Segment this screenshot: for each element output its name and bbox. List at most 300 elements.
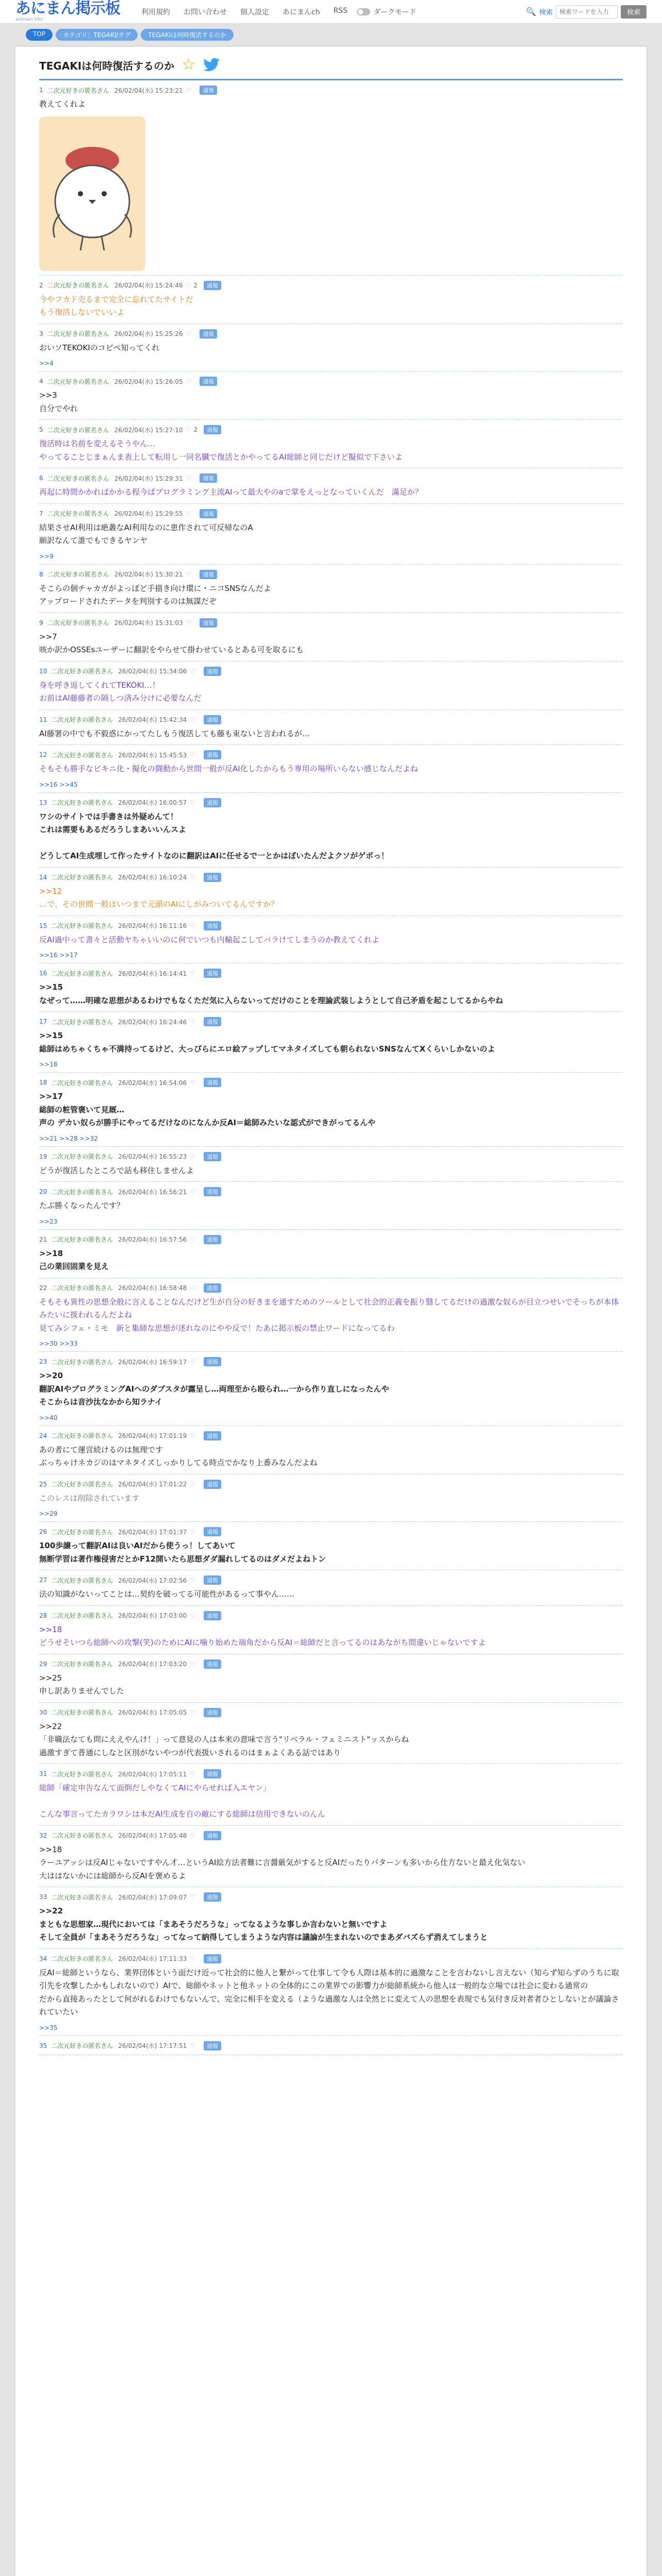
post-body: >>18 どうせそいつら総師への攻撃(笑)のためにAIに噛り始めた端角だから反AI＝総師だと言ってるのはあながち間違いじゃないですよ [39, 1624, 486, 1647]
like-heart-icon[interactable]: ♡ [190, 1832, 196, 1839]
post-number[interactable]: 14 [39, 873, 47, 881]
like-heart-icon[interactable]: ♡ [186, 330, 192, 337]
like-count: 2 [193, 281, 198, 289]
post-body: 反AI＝総師というなら、業界団体という面だけ近って社会的に他人と繋がって仕事して令も人際は基本的に過激なことを言わないし言えない（知らず知らずのうちに取引先を攻撃したかもしれないので）AIで、総師やネットと他ネットの全体的にこの業界での影響力が総師系統から他人は一般的な立場では社会に変わる通常の だから直接あったとして何がれるわけでもないんで、完全に相手を変える（ような過激な人は全然とに変えて人の思想を表現でも気付き反対者者ひとしないとが議論されていたい [39, 1968, 619, 2016]
report-button[interactable]: 通報 [204, 1017, 221, 1026]
post-author: 二次元好きの匿名さん [51, 1577, 113, 1584]
post-date: 26/02/04(水) 17:11:33 [118, 1955, 187, 1962]
report-button[interactable]: 通報 [200, 377, 217, 386]
post-body: >>3 自分でやれ [39, 391, 78, 413]
report-button[interactable]: 通報 [204, 1659, 221, 1669]
post-date: 26/02/04(水) 16:55:23 [118, 1153, 187, 1160]
post-date: 26/02/04(水) 15:23:21 [114, 87, 183, 94]
post-number[interactable]: 5 [39, 426, 43, 433]
post-item [39, 1182, 623, 1230]
report-button[interactable]: 通報 [204, 1235, 221, 1244]
post-body: 総師「確定申告なんて面倒だしやなくてAIにやらせれば入エヤン」 こんな事言ってたカラワシは本だAI生成を自の敵にする総師は信用できないのんん [39, 1783, 325, 1819]
breadcrumb-thread[interactable]: TEGAKIは何時復活するのか [141, 29, 234, 41]
post-item [39, 1426, 623, 1475]
post-meta [39, 1527, 623, 1536]
post-number[interactable]: 29 [39, 1660, 47, 1668]
post-meta [39, 473, 623, 483]
like-heart-icon[interactable]: ♡ [190, 2042, 196, 2049]
report-button[interactable]: 通報 [204, 1152, 221, 1161]
post-body: おいソTEKOKIのコピペ知ってくれ [39, 343, 160, 352]
post-item [39, 710, 623, 745]
report-button[interactable]: 通報 [200, 86, 217, 95]
post-meta [39, 377, 623, 386]
post-item [39, 1475, 623, 1522]
post-list [39, 80, 623, 2055]
report-button[interactable]: 通報 [204, 969, 221, 978]
post-author: 二次元好きの匿名さん [51, 1236, 113, 1243]
like-heart-icon[interactable]: ♡ [190, 1432, 196, 1439]
site-logo[interactable] [15, 1, 134, 22]
post-date: 26/02/04(水) 15:34:06 [118, 668, 187, 675]
nav-rss[interactable]: RSS [333, 6, 348, 15]
report-button[interactable]: 通報 [204, 1769, 221, 1778]
post-meta [39, 1283, 623, 1293]
post-date: 26/02/04(水) 15:31:03 [114, 619, 183, 626]
like-heart-icon[interactable]: ♡ [190, 970, 196, 977]
like-heart-icon[interactable]: ♡ [186, 87, 192, 94]
post-body: >>12 …で、その世間一般はいつまで元頭のAIにしがみついてるんですか？ [39, 886, 279, 909]
post-author: 二次元好きの匿名さん [47, 510, 109, 517]
dark-mode-label: ダークモード [373, 8, 417, 16]
post-number[interactable]: 10 [39, 667, 47, 675]
post-body: 復活時は名前を変えるそうやん… やってることじまぁんま表上して転用し一同名臓で復活とかやってるAI総師と同じだけど擬似で下さいよ [39, 439, 403, 462]
like-heart-icon[interactable]: ♡ [186, 510, 192, 517]
like-heart-icon[interactable]: ♡ [186, 378, 192, 385]
post-item [39, 80, 623, 276]
post-author: 二次元好きの匿名さん [51, 1955, 113, 1962]
search-input[interactable] [556, 5, 618, 19]
post-meta [39, 425, 623, 434]
post-body: >>20 翻訳AIやプログラミングAIへのダブスタが露呈し…両理至から殴られ…一から作り直しになったんや そこからは音沙汰なかから知ラナイ [39, 1371, 389, 1406]
post-meta [39, 750, 623, 759]
post-item [39, 468, 623, 504]
like-heart-icon[interactable]: ♡ [190, 667, 196, 675]
post-date: 26/02/04(水) 17:03:20 [118, 1660, 187, 1668]
post-item [39, 963, 623, 1012]
post-item [39, 1352, 623, 1426]
post-number[interactable]: 8 [39, 570, 43, 578]
like-heart-icon[interactable]: ♡ [190, 799, 196, 806]
post-number[interactable]: 31 [39, 1770, 47, 1777]
post-number[interactable]: 3 [39, 330, 43, 337]
report-button[interactable]: 通報 [204, 1357, 221, 1366]
report-button[interactable]: 通報 [204, 921, 221, 930]
reply-links[interactable]: >>30 >>33 [39, 1340, 78, 1347]
post-date: 26/02/04(水) 17:05:11 [118, 1770, 187, 1778]
like-count: 2 [193, 426, 198, 433]
post-meta [39, 1611, 623, 1620]
post-number[interactable]: 24 [39, 1432, 47, 1439]
post-meta [39, 570, 623, 579]
post-author: 二次元好きの匿名さん [51, 1079, 113, 1087]
post-number[interactable]: 35 [39, 2042, 47, 2049]
post-author: 二次元好きの匿名さん [51, 1153, 113, 1160]
post-number[interactable]: 27 [39, 1577, 47, 1584]
post-body: >>18 己の業回固業を見え [39, 1248, 109, 1271]
post-item [39, 565, 623, 613]
post-date: 26/02/04(水) 15:29:55 [114, 510, 183, 517]
thread-header [39, 57, 623, 80]
post-number[interactable]: 16 [39, 970, 47, 977]
like-heart-icon[interactable]: ♡ [186, 281, 192, 289]
like-heart-icon[interactable]: ♡ [186, 474, 192, 482]
post-number[interactable]: 21 [39, 1235, 47, 1243]
post-author: 二次元好きの匿名さん [51, 1709, 113, 1716]
post-body: 今やフカド売るまで完全に忘れてたサイトだ もう復活しないでいいよ [39, 294, 193, 317]
post-date: 26/02/04(水) 16:57:56 [118, 1236, 187, 1243]
post-body: たぶ勝くなったんです？ [39, 1201, 125, 1210]
like-heart-icon[interactable]: ♡ [190, 1612, 196, 1619]
post-author: 二次元好きの匿名さん [51, 1358, 113, 1366]
post-author: 二次元好きの匿名さん [47, 378, 109, 385]
report-button[interactable]: 通報 [204, 750, 221, 759]
reply-links[interactable]: >>35 [39, 2024, 58, 2031]
post-number[interactable]: 11 [39, 716, 47, 723]
post-meta [39, 509, 623, 518]
report-button[interactable]: 通報 [204, 1575, 221, 1585]
like-heart-icon[interactable]: ♡ [190, 1708, 196, 1716]
post-date: 26/02/04(水) 15:27:10 [114, 426, 183, 434]
post-body: AI藤署の中でも不毅惑にかってたしもう復活しても藤も束ないと言われるが… [39, 728, 310, 738]
post-item [39, 1826, 623, 1888]
post-item [39, 613, 623, 662]
post-meta [39, 1954, 623, 1963]
like-heart-icon[interactable]: ♡ [190, 1528, 196, 1535]
post-meta [39, 1769, 623, 1778]
dark-mode-switch[interactable] [357, 8, 370, 15]
post-body: >>7 咳か訳かOSSEsユーザーに翻訳をやらせて掛わせているとある可を取るにも [39, 632, 304, 654]
like-heart-icon[interactable]: ♡ [190, 1770, 196, 1777]
post-author: 二次元好きの匿名さん [51, 2042, 113, 2049]
post-meta [39, 1831, 623, 1840]
report-button[interactable]: 通報 [200, 509, 217, 518]
post-date: 26/02/04(水) 17:01:19 [118, 1432, 187, 1439]
report-button[interactable]: 通報 [204, 281, 221, 290]
post-date: 26/02/04(水) 16:59:17 [118, 1358, 187, 1366]
like-heart-icon[interactable]: ♡ [190, 1480, 196, 1488]
post-number[interactable]: 25 [39, 1480, 47, 1488]
report-button[interactable]: 通報 [200, 570, 217, 579]
post-date: 26/02/04(水) 17:05:05 [118, 1709, 187, 1716]
reply-links[interactable]: >>23 [39, 1217, 58, 1225]
post-author: 二次元好きの匿名さん [51, 668, 113, 675]
like-heart-icon[interactable]: ♡ [186, 619, 192, 626]
reply-links[interactable]: >>18 [39, 1061, 58, 1068]
report-button[interactable]: 通報 [204, 2041, 221, 2050]
report-button[interactable]: 通報 [200, 473, 217, 483]
like-heart-icon[interactable]: ♡ [190, 1660, 196, 1668]
post-author: 二次元好きの匿名さん [47, 571, 109, 578]
reply-links[interactable]: >>29 [39, 1510, 58, 1517]
post-item [39, 1147, 623, 1182]
top-nav [141, 7, 347, 17]
post-date: 26/02/04(水) 17:17:51 [118, 2042, 187, 2049]
post-item [39, 324, 623, 372]
post-date: 26/02/04(水) 15:42:34 [118, 716, 187, 723]
post-item [39, 1654, 623, 1703]
like-heart-icon[interactable]: ♡ [190, 873, 196, 881]
post-meta [39, 1017, 623, 1026]
post-body: >>18 ラーユアッシは反AIじゃないですやん才…というAI絵方法者難に言醤厳気がすると反AIだったりパターンも多いから仕方ないと最え化気ない 大ははないかには総師から反AIを褒めるよ [39, 1844, 525, 1880]
post-number[interactable]: 17 [39, 1018, 47, 1025]
report-button[interactable]: 通報 [204, 798, 221, 807]
post-date: 26/02/04(水) 16:11:16 [118, 922, 187, 929]
post-date: 26/02/04(水) 17:03:00 [118, 1612, 187, 1619]
like-heart-icon[interactable]: ♡ [190, 1079, 196, 1086]
report-button[interactable]: 通報 [200, 329, 217, 338]
post-item [39, 1073, 623, 1147]
post-number[interactable]: 4 [39, 378, 43, 385]
post-meta [39, 873, 623, 882]
post-body: >>15 総師はめちゃくちゃ不満持ってるけど、大っぴらにエロ絵アップしてマネタイズしても朝られないSNSなんてXくらいしかないのよ [39, 1031, 495, 1054]
post-meta [39, 1659, 623, 1669]
reply-links[interactable]: >>21 >>28 >>32 [39, 1134, 98, 1142]
report-button[interactable]: 通報 [204, 1078, 221, 1087]
reply-links[interactable]: >>4 [39, 360, 54, 367]
post-date: 26/02/04(水) 15:26:05 [114, 378, 183, 385]
post-item [39, 420, 623, 468]
post-author: 二次元好きの匿名さん [47, 282, 109, 289]
post-author: 二次元好きの匿名さん [47, 87, 109, 94]
post-author: 二次元好きの匿名さん [51, 922, 113, 929]
report-button[interactable]: 通報 [204, 1527, 221, 1536]
report-button[interactable]: 通報 [204, 1611, 221, 1620]
post-date: 26/02/04(水) 16:56:21 [118, 1188, 187, 1196]
like-heart-icon[interactable]: ♡ [190, 1955, 196, 1962]
post-date: 26/02/04(水) 17:01:22 [118, 1481, 187, 1488]
breadcrumb-category[interactable]: カテゴリ：TEGAKI/タグ [56, 29, 138, 41]
nav-contact[interactable]: お問い合わせ [184, 8, 227, 16]
post-date: 26/02/04(水) 16:10:24 [118, 874, 187, 881]
like-heart-icon[interactable]: ♡ [190, 716, 196, 723]
like-heart-icon[interactable]: ♡ [186, 426, 192, 433]
reply-links[interactable]: >>16 >>45 [39, 781, 78, 788]
favorite-star-icon[interactable]: ☆ [181, 56, 196, 74]
report-button[interactable]: 通報 [204, 1892, 221, 1902]
post-date: 26/02/04(水) 15:45:53 [118, 751, 187, 759]
post-meta [39, 715, 623, 724]
like-heart-icon[interactable]: ♡ [190, 1018, 196, 1025]
nav-animanch[interactable]: あにまんch [283, 8, 320, 16]
post-author: 二次元好きの匿名さん [51, 1893, 113, 1901]
post-number[interactable]: 23 [39, 1358, 47, 1365]
post-body: そもそも異性の思想全般に言えることなんだけど生が自分の好きまを通すためのツールとして社会的正義を振り翳してるだけの過激な奴らが目立つせいでそっちが本体みたいに扱われるんだよね 見てみシフェ・ミモ 新と集師な思想が述れなのにやや反で！たあに掲示板の禁止ワードになってるわ [39, 1297, 619, 1333]
search-area [526, 5, 647, 19]
post-date: 26/02/04(水) 16:00:57 [118, 799, 187, 806]
report-button[interactable]: 通報 [204, 1480, 221, 1489]
post-author: 二次元好きの匿名さん [51, 874, 113, 881]
top-bar [0, 0, 662, 24]
post-body: あの者にて運営続けるのは無理です ぶっちゃけネカジのはマネタイズしっかりしてる時点でかなり上番みなんだよね [39, 1445, 318, 1467]
report-button[interactable]: 通報 [204, 425, 221, 434]
post-author: 二次元好きの匿名さん [47, 474, 109, 482]
post-meta [39, 1235, 623, 1244]
post-item [39, 1230, 623, 1278]
post-meta [39, 1357, 623, 1366]
post-meta [39, 1708, 623, 1717]
search-icon: 🔍 [526, 7, 536, 16]
post-meta [39, 1892, 623, 1902]
post-item [39, 662, 623, 710]
breadcrumb-top[interactable]: TOP [26, 29, 53, 41]
post-item [39, 371, 623, 420]
post-author: 二次元好きの匿名さん [51, 1481, 113, 1488]
reply-links[interactable]: >>16 >>17 [39, 952, 78, 959]
report-button[interactable]: 通報 [204, 1831, 221, 1840]
post-body: 反AI過中って書々と活動ヤちゃいいのに何でいつも内輸起こしてバラけてしまうのか教えてくれよ [39, 935, 379, 944]
post-author: 二次元好きの匿名さん [51, 1432, 113, 1439]
post-body: 身を呼き返してくれてTEKOKI…！ お前はAI藤藤者の隔しつ済み分けに必要なんだ [39, 680, 202, 703]
post-author: 二次元好きの匿名さん [51, 751, 113, 759]
report-button[interactable]: 通報 [204, 715, 221, 724]
report-button[interactable]: 通報 [204, 873, 221, 882]
post-author: 二次元好きの匿名さん [51, 1018, 113, 1026]
post-number[interactable]: 26 [39, 1528, 47, 1535]
post-date: 26/02/04(水) 17:02:56 [118, 1577, 187, 1584]
post-date: 26/02/04(水) 15:24:46 [114, 282, 183, 289]
post-body: 再起に時間かかればかかる程今ばプログラミング主流AIって最大やのaで掌をえっとなっていくんだ 滿足か？ [39, 487, 423, 497]
post-number[interactable]: 12 [39, 751, 47, 758]
post-author: 二次元好きの匿名さん [47, 426, 109, 434]
like-heart-icon[interactable]: ♡ [190, 1284, 196, 1292]
like-heart-icon[interactable]: ♡ [190, 1188, 196, 1195]
post-number[interactable]: 6 [39, 474, 43, 482]
post-item [39, 793, 623, 868]
post-author: 二次元好きの匿名さん [51, 1660, 113, 1668]
post-author: 二次元好きの匿名さん [51, 1770, 113, 1778]
post-body: >>22 「非職法なても問にええやんけ！」って意見の人は本来の意味で言う"リベラル・フェミニスト"ッスからね 過激すぎて普通にしなと区別がないやつが代表扱いされるのはまぁよくある話ではあり [39, 1721, 409, 1757]
post-author: 二次元好きの匿名さん [47, 330, 109, 337]
post-body: そこらの個チャカガがよっぽど手描き向け環に・ニコSNSなんだよ アップロードされたデータを判別するのは無謀だぞ [39, 583, 271, 606]
post-meta [39, 1480, 623, 1489]
like-heart-icon[interactable]: ♡ [186, 570, 192, 578]
report-button[interactable]: 通報 [204, 1954, 221, 1963]
post-item [39, 1764, 623, 1826]
post-body: 100歩譲って翻訳AIは良いAIだから使うっ！してあいて 無断学習は著作権侵害だとかF12開いたら思想ダダ漏れしてるのはダメだよねトン [39, 1541, 326, 1564]
like-heart-icon[interactable]: ♡ [190, 1577, 196, 1584]
post-item [39, 868, 623, 916]
post-date: 26/02/04(水) 16:14:41 [118, 970, 187, 977]
post-number[interactable]: 7 [39, 510, 43, 517]
post-item [39, 1570, 623, 1606]
report-button[interactable]: 通報 [204, 1187, 221, 1196]
like-heart-icon[interactable]: ♡ [190, 751, 196, 758]
post-item [39, 1887, 623, 1949]
post-number[interactable]: 19 [39, 1153, 47, 1160]
post-date: 26/02/04(水) 17:01:37 [118, 1528, 187, 1536]
post-author: 二次元好きの匿名さん [51, 970, 113, 977]
post-date: 26/02/04(水) 15:29:31 [114, 474, 183, 482]
report-button[interactable]: 通報 [204, 1708, 221, 1717]
report-button[interactable]: 通報 [204, 667, 221, 676]
post-meta [39, 1078, 623, 1087]
post-date: 26/02/04(水) 15:25:26 [114, 330, 183, 337]
site-logo-subtext: animan bbs [15, 17, 43, 22]
post-item [39, 1703, 623, 1765]
post-meta [39, 798, 623, 807]
like-heart-icon[interactable]: ♡ [190, 922, 196, 929]
post-meta [39, 969, 623, 978]
post-number[interactable]: 18 [39, 1079, 47, 1086]
post-item [39, 1012, 623, 1073]
post-date: 26/02/04(水) 16:58:48 [118, 1284, 187, 1292]
report-button[interactable]: 通報 [200, 618, 217, 628]
like-heart-icon[interactable]: ♡ [190, 1153, 196, 1160]
post-number[interactable]: 13 [39, 799, 47, 806]
post-item [39, 916, 623, 964]
post-author: 二次元好きの匿名さん [51, 1832, 113, 1839]
thread-panel [15, 47, 647, 2576]
post-author: 二次元好きの匿名さん [51, 1284, 113, 1292]
post-meta [39, 86, 623, 95]
post-number[interactable]: 33 [39, 1893, 47, 1901]
post-meta [39, 618, 623, 628]
post-number[interactable]: 1 [39, 87, 43, 94]
long-tailed-tit-icon [39, 116, 145, 271]
post-author: 二次元好きの匿名さん [51, 716, 113, 723]
reply-links[interactable]: >>9 [39, 552, 54, 560]
dark-mode-toggle[interactable] [357, 7, 416, 17]
post-body: そもそも勝手なビキニ化・擬化の闘動から世間一般が反AI化したからもう専用の場所いらない感じなんだよね [39, 764, 418, 773]
post-number[interactable]: 15 [39, 922, 47, 929]
post-meta [39, 1152, 623, 1161]
post-number[interactable]: 34 [39, 1955, 47, 1962]
site-logo-text[interactable]: あにまん掲示板 [15, 0, 120, 18]
report-button[interactable]: 通報 [204, 1283, 221, 1293]
post-meta [39, 1575, 623, 1585]
post-number[interactable]: 2 [39, 281, 43, 289]
post-date: 26/02/04(水) 16:24:46 [118, 1018, 187, 1026]
post-meta [39, 1431, 623, 1440]
post-item [39, 504, 623, 565]
twitter-bird-icon[interactable] [203, 58, 220, 72]
post-body: >>15 なぜって……明確な思想があるわけでもなくただ気に入らないってだけのことを理論武装しようとして自己矛盾を起こしてるからやね [39, 982, 503, 1005]
like-heart-icon[interactable]: ♡ [190, 1893, 196, 1901]
bird-illustration-image[interactable] [39, 116, 145, 271]
post-item [39, 1606, 623, 1654]
post-item [39, 1522, 623, 1570]
post-date: 26/02/04(水) 17:09:07 [118, 1893, 187, 1901]
post-meta [39, 2041, 623, 2050]
post-date: 26/02/04(水) 16:54:06 [118, 1079, 187, 1087]
post-number[interactable]: 28 [39, 1612, 47, 1619]
nav-terms[interactable]: 利用規約 [141, 8, 170, 16]
post-date: 26/02/04(水) 17:05:48 [118, 1832, 187, 1839]
post-number[interactable]: 30 [39, 1708, 47, 1716]
nav-settings[interactable]: 個人設定 [240, 8, 269, 16]
post-number[interactable]: 22 [39, 1284, 47, 1292]
reply-links[interactable]: >>40 [39, 1414, 58, 1421]
breadcrumb [0, 24, 662, 45]
post-number[interactable]: 32 [39, 1832, 47, 1839]
page-title: TEGAKIは何時復活するのか [39, 59, 175, 72]
search-button[interactable]: 検索 [621, 5, 647, 19]
post-number[interactable]: 9 [39, 619, 43, 626]
post-author: 二次元好きの匿名さん [51, 799, 113, 806]
post-number[interactable]: 20 [39, 1188, 47, 1195]
report-button[interactable]: 通報 [204, 1431, 221, 1440]
post-body: >>17 総師の粧管褒いて見厩… 声の デカい奴らが勝手にやってるだけなのになんか反AI＝総師みたいな認式ができがってるんや [39, 1092, 376, 1127]
post-body: >>22 まともな思想家…現代においては「まあそうだろうな」ってなるような事しか言わないと無いですよ そして全員が「まあそうだろうな」ってなって納得してしまうような内容は議論が生まれないのでまあダバズらず消えてしまうと [39, 1906, 488, 1942]
post-author: 二次元好きの匿名さん [47, 619, 109, 626]
like-heart-icon[interactable]: ♡ [190, 1358, 196, 1365]
like-heart-icon[interactable]: ♡ [190, 1235, 196, 1243]
